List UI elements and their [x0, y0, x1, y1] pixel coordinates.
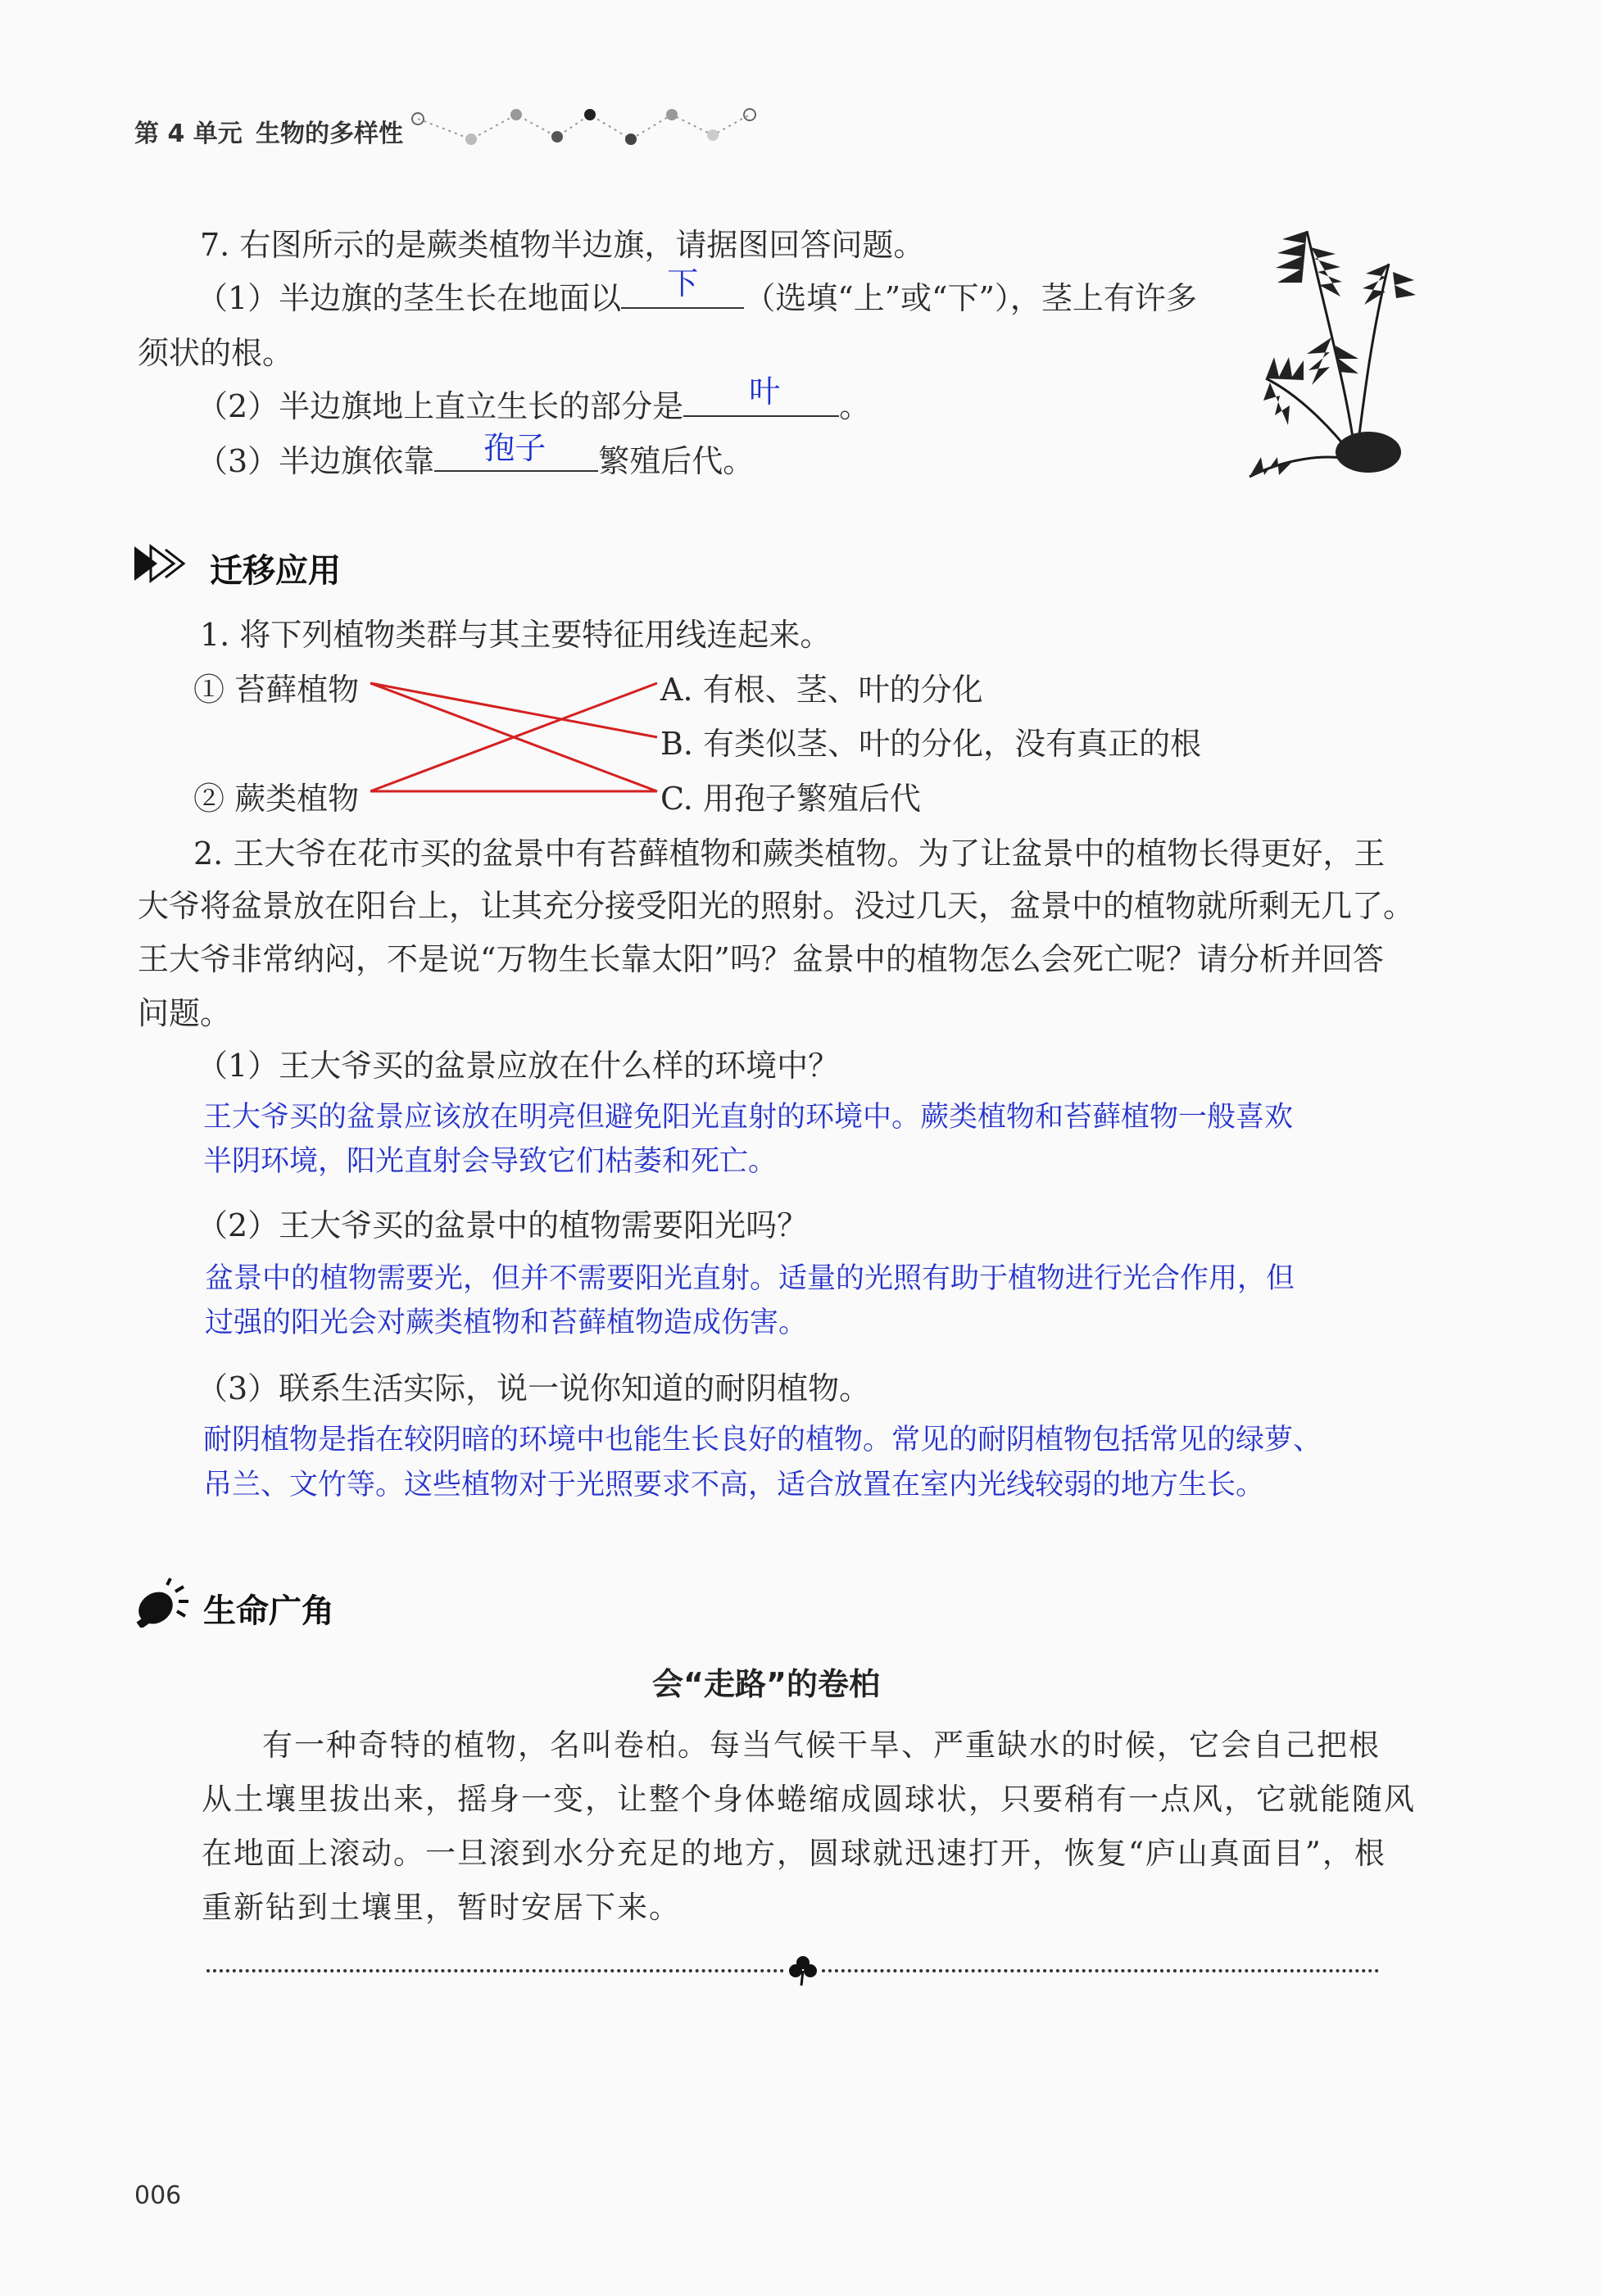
sub1-answer-line1: 王大爷买的盆景应该放在明亮但避免阳光直射的环境中。蕨类植物和苔藓植物一般喜欢: [203, 1101, 1294, 1134]
section-title-life: 生命广角: [203, 1592, 334, 1630]
line-moss-to-b: [370, 683, 657, 737]
transfer-q2-line1: 2. 王大爷在花市买的盆景中有苔藓植物和蕨类植物。为了让盆景中的植物长得更好，王: [193, 836, 1386, 872]
matching-lines: [361, 655, 672, 811]
page-number: 006: [134, 2181, 182, 2210]
divider-right: [822, 1969, 1379, 1972]
sub1-answer-line2: 半阴环境，阳光直射会导致它们枯萎和死亡。: [203, 1145, 778, 1178]
q7-answer1: 下: [667, 265, 699, 301]
fern-illustration: [1233, 215, 1422, 485]
story-title: 会“走路”的卷柏: [652, 1666, 880, 1702]
q7-stem: 7. 右图所示的是蕨类植物半边旗，请据图回答问题。: [200, 227, 925, 263]
match-left-moss: ① 苔藓植物: [193, 672, 360, 708]
sub1-question: （1）王大爷买的盆景应放在什么样的环境中？: [197, 1048, 840, 1084]
sub3-answer-line2: 吊兰、文竹等。这些植物对于光照要求不高，适合放置在室内光线较弱的地方生长。: [203, 1469, 1265, 1501]
sub3-question: （3）联系生活实际，说一说你知道的耐阴植物。: [197, 1370, 871, 1406]
sub3-answer-line1: 耐阴植物是指在较阴暗的环境中也能生长良好的植物。常见的耐阴植物包括常见的绿萝、: [203, 1424, 1322, 1456]
transfer-q2-line4: 问题。: [138, 995, 232, 1031]
match-right-a: A. 有根、茎、叶的分化: [660, 672, 983, 708]
q7-blank1[interactable]: [621, 265, 744, 309]
story-line1: 有一种奇特的植物，名叫卷柏。每当气候干旱、严重缺水的时候，它会自己把根: [262, 1728, 1381, 1763]
transfer-q2-line3: 王大爷非常纳闷，不是说“万物生长靠太阳”吗？盆景中的植物怎么会死亡呢？请分析并回答: [138, 941, 1384, 977]
story-line4: 重新钻到土壤里，暂时安居下来。: [202, 1890, 681, 1925]
sub2-answer-line2: 过强的阳光会对蕨类植物和苔藓植物造成伤害。: [205, 1307, 808, 1339]
match-right-c: C. 用孢子繁殖后代: [660, 781, 921, 817]
unit-title: 生物的多样性: [256, 120, 403, 148]
q7-part1: （1）半边旗的茎生长在地面以 下 （选填“上”或“下”），茎上有许多: [197, 273, 1197, 318]
clover-icon: [787, 1953, 819, 1989]
transfer-q1-stem: 1. 将下列植物类群与其主要特征用线连起来。: [200, 617, 832, 653]
q7-part2: （2）半边旗地上直立生长的部分是 叶 。: [197, 381, 870, 426]
q7-blank2[interactable]: [683, 374, 839, 417]
story-line2: 从土壤里拔出来，摇身一变，让整个身体蜷缩成圆球状，只要稍有一点风，它就能随风: [202, 1782, 1416, 1817]
sub2-question: （2）王大爷买的盆景中的植物需要阳光吗？: [197, 1207, 809, 1243]
transfer-q2-line2: 大爷将盆景放在阳台上，让其充分接受阳光的照射。没过几天，盆景中的植物就所剩无几了。: [138, 888, 1415, 924]
header-dots-decoration: [410, 102, 762, 147]
match-right-b: B. 有类似茎、叶的分化，没有真正的根: [660, 726, 1202, 762]
q7-part3: （3）半边旗依靠 孢子 繁殖后代。: [197, 436, 754, 481]
story-line3: 在地面上滚动。一旦滚到水分充足的地方，圆球就迅速打开，恢复“庐山真面目”，根: [202, 1836, 1386, 1871]
q7-part1-cont: 须状的根。: [138, 335, 294, 371]
section-title-transfer: 迁移应用: [210, 552, 341, 590]
q7-answer2: 叶: [749, 374, 781, 410]
double-arrow-icon: [133, 543, 190, 584]
sub2-answer-line1: 盆景中的植物需要光，但并不需要阳光直射。适量的光照有助于植物进行光合作用，但: [205, 1262, 1295, 1295]
q7-blank3[interactable]: [434, 430, 598, 472]
q7-answer3: 孢子: [483, 430, 547, 466]
lightbulb-icon: [131, 1577, 193, 1628]
divider-left: [206, 1969, 784, 1972]
match-left-fern: ② 蕨类植物: [193, 781, 360, 817]
unit-label: 第 4 单元: [134, 120, 243, 148]
